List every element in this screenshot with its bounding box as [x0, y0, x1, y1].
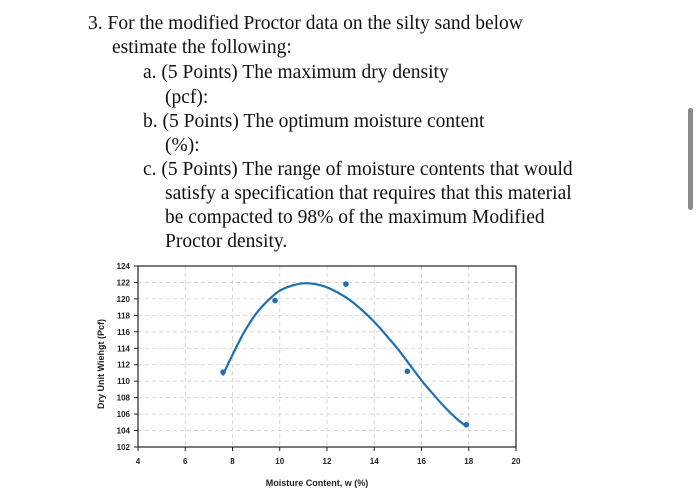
chart-series — [220, 281, 469, 427]
y-tick-label: 120 — [116, 294, 130, 304]
x-axis-title: Moisture Content, w (%) — [265, 478, 369, 488]
question-line-2: estimate the following: — [112, 37, 292, 58]
x-tick-label: 6 — [183, 457, 188, 466]
x-tick-label: 14 — [369, 457, 379, 466]
data-point — [343, 281, 349, 287]
x-tick-label: 4 — [135, 457, 141, 466]
y-tick-label: 114 — [117, 344, 130, 354]
y-tick-label: 106 — [116, 410, 130, 420]
y-tick-label: 122 — [116, 278, 130, 288]
part-a-line-2: (pcf): — [165, 87, 209, 108]
question-line-1: 3. For the modified Proctor data on the silty sand below — [88, 13, 523, 34]
data-point — [405, 369, 411, 375]
part-b-line-2: (%): — [165, 135, 200, 156]
y-axis-title: Dry Unit Wiehgt (Pcf) — [96, 319, 106, 409]
x-tick-label: 18 — [464, 457, 474, 466]
y-tick-label: 104 — [116, 426, 130, 436]
x-tick-label: 20 — [511, 457, 521, 466]
x-tick-label: 8 — [230, 457, 235, 466]
part-a-line-1: a. (5 Points) The maximum dry density — [143, 62, 449, 83]
chart-axes — [134, 266, 516, 451]
x-tick-label: 16 — [417, 457, 426, 466]
compaction-curve-line — [223, 283, 466, 426]
part-b-line-1: b. (5 Points) The optimum moisture content — [143, 111, 485, 132]
data-point — [272, 298, 278, 304]
y-tick-label: 118 — [117, 311, 130, 321]
y-tick-label: 124 — [116, 262, 130, 271]
x-tick-label: 10 — [275, 457, 285, 466]
y-tick-label: 116 — [117, 327, 130, 337]
part-c-line-1: c. (5 Points) The range of moisture contents that would — [143, 159, 573, 180]
chart-tick-labels — [117, 262, 521, 466]
y-tick-label: 102 — [116, 443, 130, 452]
y-tick-label: 108 — [116, 393, 130, 403]
part-c-line-3: be compacted to 98% of the maximum Modified — [165, 207, 545, 228]
x-tick-label: 12 — [322, 457, 332, 466]
y-tick-label: 110 — [117, 377, 130, 387]
part-c-line-4: Proctor density. — [165, 231, 288, 252]
y-tick-label: 112 — [117, 360, 130, 370]
part-c-line-2: satisfy a specification that requires that this material — [165, 183, 572, 204]
